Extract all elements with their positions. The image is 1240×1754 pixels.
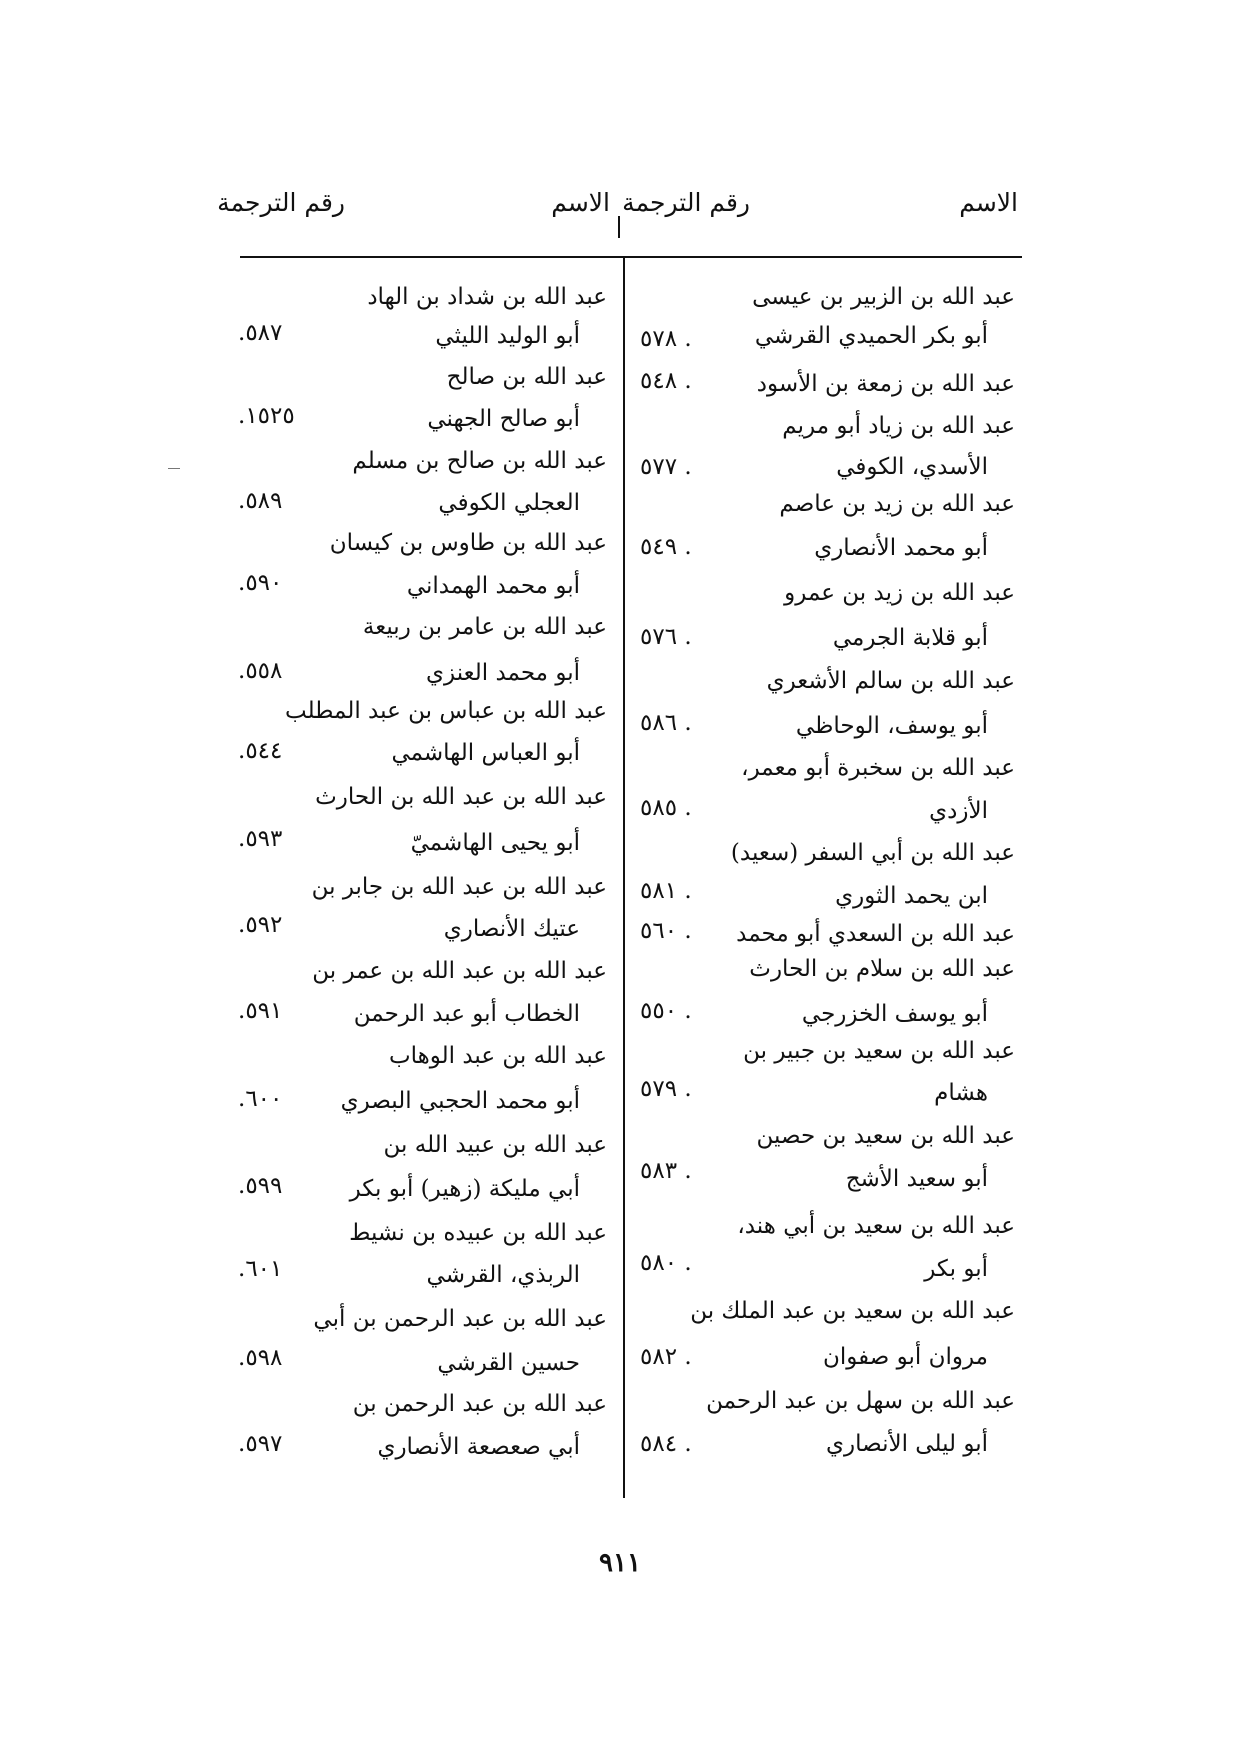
entry-number: ٥٧٨ . <box>640 326 692 352</box>
entry-number: .٥٤٤ <box>238 738 283 764</box>
entry-number: ٥٨٦ . <box>640 710 692 736</box>
entry-line: عبد الله بن زيد بن عاصم <box>779 491 1015 517</box>
entry-line: عبد الله بن سخبرة أبو معمر، <box>741 755 1015 781</box>
entry-number: ٥٧٦ . <box>640 624 692 650</box>
entry-line: أبو بكر الحميدي القرشي <box>754 323 988 349</box>
header-left-name: الاسم <box>551 188 610 217</box>
entry-line: عبد الله بن عبد الله بن جابر بن <box>311 874 607 900</box>
entry-line: عبد الله بن سعيد بن أبي هند، <box>737 1213 1015 1239</box>
entry-line: أبو محمد الهمداني <box>406 573 580 599</box>
entry-number: .٥٩١ <box>238 998 283 1024</box>
entry-line: عبد الله بن سالم الأشعري <box>766 668 1015 694</box>
entry-line: عبد الله بن طاوس بن كيسان <box>329 530 607 556</box>
entry-number: .٥٥٨ <box>238 658 283 684</box>
entry-number: ٥٨٢ . <box>640 1344 692 1370</box>
entry-number: .٦٠٠ <box>238 1086 283 1112</box>
entry-line: عبد الله بن سلام بن الحارث <box>749 956 1015 982</box>
entry-line: أبو يوسف، الوحاظي <box>795 713 988 739</box>
entry-line: أبي صعصعة الأنصاري <box>377 1434 580 1460</box>
entry-number: ٥٨١ . <box>640 878 692 904</box>
entry-line: أبو يحيى الهاشميّ <box>410 830 580 856</box>
entry-number: ٥٧٧ . <box>640 454 692 480</box>
entry-number: .٥٩٢ <box>238 912 283 938</box>
header-divider <box>618 216 620 238</box>
header-left-number: رقم الترجمة <box>217 188 345 217</box>
entry-line: عتيك الأنصاري <box>443 916 580 942</box>
entry-line: أبو يوسف الخزرجي <box>801 1001 988 1027</box>
entry-line: عبد الله بن زيد بن عمرو <box>784 580 1015 606</box>
entry-number: .٦٠١ <box>238 1256 283 1282</box>
entry-line: عبد الله بن صالح بن مسلم <box>352 448 607 474</box>
column-divider <box>623 258 625 1498</box>
entry-line: عبد الله بن السعدي أبو محمد <box>736 921 1015 947</box>
entry-number: ٥٤٨ . <box>640 368 692 394</box>
entry-line: أبو قلابة الجرمي <box>832 625 988 651</box>
entry-line: أبو العباس الهاشمي <box>391 740 580 766</box>
entry-line: عبد الله بن سهل بن عبد الرحمن <box>706 1388 1015 1414</box>
entry-line: الأزدي <box>929 798 988 824</box>
entry-number: ٥٨٣ . <box>640 1158 692 1184</box>
entry-line: أبي مليكة (زهير) أبو بكر <box>349 1176 580 1202</box>
entry-number: ٥٥٠ . <box>640 998 692 1024</box>
entry-number: .٥٩٧ <box>238 1431 283 1457</box>
entry-number: ٥٨٤ . <box>640 1431 692 1457</box>
entry-line: أبو صالح الجهني <box>427 406 580 432</box>
entry-line: عبد الله بن شداد بن الهاد <box>367 284 607 310</box>
entry-number: .٥٩٣ <box>238 826 283 852</box>
entry-line: عبد الله بن عبيده بن نشيط <box>349 1220 607 1246</box>
entry-number: ٥٨٠ . <box>640 1250 692 1276</box>
entry-number: .٥٩٠ <box>238 570 283 596</box>
entry-number: .٥٨٧ <box>238 320 283 346</box>
entry-number: .١٥٢٥ <box>238 403 295 429</box>
entry-line: عبد الله بن أبي السفر (سعيد) <box>730 840 1015 866</box>
entry-number: ٥٤٩ . <box>640 534 692 560</box>
entry-line: عبد الله بن عباس بن عبد المطلب <box>284 698 607 724</box>
header-rule <box>240 256 1022 258</box>
entry-line: عبد الله بن عبد الله بن عمر بن <box>312 958 607 984</box>
entry-line: أبو محمد الأنصاري <box>814 535 988 561</box>
margin-mark <box>168 468 180 469</box>
entry-line: العجلي الكوفي <box>438 490 580 516</box>
entry-line: عبد الله بن سعيد بن عبد الملك بن <box>690 1298 1015 1324</box>
entry-line: عبد الله بن سعيد بن جبير بن <box>743 1038 1015 1064</box>
entry-number: ٥٨٥ . <box>640 795 692 821</box>
entry-number: .٥٩٩ <box>238 1173 283 1199</box>
header-right-number: رقم الترجمة <box>622 188 750 217</box>
entry-line: عبد الله بن زياد أبو مريم <box>782 413 1015 439</box>
entry-line: أبو محمد العنزي <box>426 660 580 686</box>
entry-line: عبد الله بن سعيد بن حصين <box>756 1123 1015 1149</box>
entry-line: ابن يحمد الثوري <box>835 883 988 909</box>
entry-line: عبد الله بن عبد الرحمن بن <box>352 1391 607 1417</box>
entry-line: عبد الله بن عامر بن ربيعة <box>362 614 607 640</box>
entry-line: مروان أبو صفوان <box>822 1344 988 1370</box>
entry-line: أبو الوليد الليثي <box>435 323 580 349</box>
entry-line: هشام <box>934 1080 988 1106</box>
entry-line: الأسدي، الكوفي <box>836 454 988 480</box>
entry-line: عبد الله بن زمعة بن الأسود <box>756 371 1015 397</box>
entry-number: .٥٩٨ <box>238 1345 283 1371</box>
entry-line: عبد الله بن عبد الوهاب <box>388 1043 607 1069</box>
entry-line: أبو بكر <box>924 1256 988 1282</box>
page-number: ٩١١ <box>599 1548 641 1578</box>
entry-line: أبو سعيد الأشج <box>845 1166 988 1192</box>
entry-line: الربذي، القرشي <box>426 1262 580 1288</box>
entry-number: ٥٦٠ . <box>640 918 692 944</box>
entry-line: عبد الله بن الزبير بن عيسى <box>752 284 1015 310</box>
entry-line: عبد الله بن صالح <box>446 364 607 390</box>
entry-line: أبو محمد الحجبي البصري <box>340 1088 580 1114</box>
entry-line: أبو ليلى الأنصاري <box>826 1431 988 1457</box>
entry-line: عبد الله بن عبد الرحمن بن أبي <box>313 1306 607 1332</box>
entry-line: عبد الله بن عبد الله بن الحارث <box>315 784 607 810</box>
entry-line: الخطاب أبو عبد الرحمن <box>353 1001 580 1027</box>
entry-number: ٥٧٩ . <box>640 1076 692 1102</box>
entry-line: حسين القرشي <box>437 1350 580 1376</box>
entry-line: عبد الله بن عبيد الله بن <box>383 1132 607 1158</box>
entry-number: .٥٨٩ <box>238 488 283 514</box>
header-right-name: الاسم <box>959 188 1018 217</box>
